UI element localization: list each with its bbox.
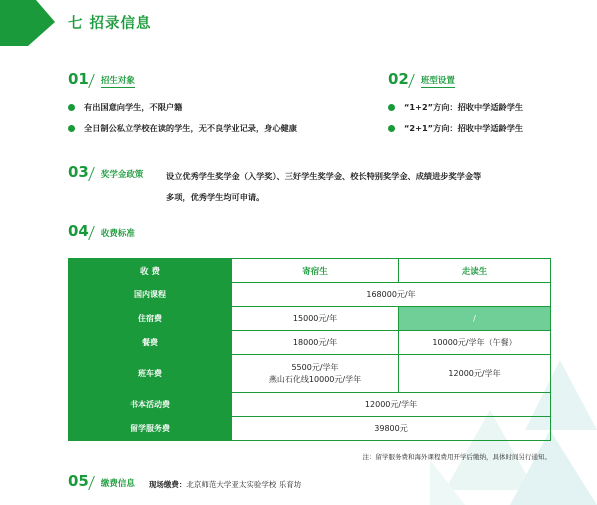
list-item-text: “2+1”方向：招收中学适龄学生	[404, 123, 524, 133]
section-label: 班型设置	[420, 76, 455, 86]
row-label: 国内课程	[69, 283, 232, 307]
bullet-dot-icon	[388, 125, 395, 132]
list-item-text: 全日制公私立学校在读的学生，无不良学业记录，身心健康	[84, 123, 297, 133]
section-03-header	[68, 163, 143, 181]
list-item	[68, 102, 182, 113]
page-title: 七 招录信息	[68, 16, 152, 32]
list-item	[388, 102, 523, 113]
table-cell: /	[399, 307, 551, 331]
section-label: 招生对象	[100, 76, 135, 86]
section-01-header	[68, 70, 135, 88]
table-row	[69, 393, 551, 417]
list-item	[388, 123, 523, 134]
row-label: 餐费	[69, 331, 232, 355]
section-number: 01	[68, 70, 89, 88]
cell-line: 燕山石化线10000元/学年	[268, 374, 362, 384]
column-header: 收 费	[69, 259, 232, 283]
table-row	[69, 417, 551, 441]
table-cell	[232, 355, 399, 393]
table-row	[69, 283, 551, 307]
policy-line: 设立优秀学生奖学金（入学奖）、三好学生奖学金、校长特别奖学金、成绩进步奖学金等	[166, 171, 482, 181]
section-number: 04	[68, 222, 89, 240]
table-cell: 12000元/学年	[232, 393, 551, 417]
list-item	[68, 123, 297, 134]
section-04-header	[68, 222, 135, 240]
bullet-dot-icon	[68, 104, 75, 111]
table-cell: 18000元/年	[232, 331, 399, 355]
corner-decoration	[0, 0, 55, 55]
bullet-dot-icon	[388, 104, 395, 111]
fee-table	[68, 258, 551, 441]
section-number: 02	[388, 70, 409, 88]
row-label: 留学服务费	[69, 417, 232, 441]
section-number: 03	[68, 163, 89, 181]
row-label: 住宿费	[69, 307, 232, 331]
fee-note: 注：留学服务费和海外课程费用开学后缴纳，具体时间另行通知。	[362, 453, 551, 461]
table-row	[69, 307, 551, 331]
payment-method-label: 现场缴费：	[148, 480, 187, 489]
table-cell: 39800元	[232, 417, 551, 441]
list-item-text: “1+2”方向：招收中学适龄学生	[404, 102, 524, 112]
table-cell: 15000元/年	[232, 307, 399, 331]
table-cell: 168000元/年	[232, 283, 551, 307]
payment-location: 北京师范大学亚太实验学校 乐育坊	[186, 480, 302, 489]
section-05-header	[68, 472, 301, 490]
list-item-text: 有出国意向学生，不限户籍	[84, 102, 183, 112]
table-row	[69, 355, 551, 393]
row-label: 书本活动费	[69, 393, 232, 417]
table-cell: 10000元/学年（午餐）	[399, 331, 551, 355]
section-number: 05	[68, 472, 89, 490]
table-row	[69, 331, 551, 355]
bullet-dot-icon	[68, 125, 75, 132]
scholarship-policy-text	[166, 166, 566, 208]
policy-line: 多项，优秀学生均可申请。	[166, 192, 265, 202]
row-label: 班车费	[69, 355, 232, 393]
section-label: 收费标准	[100, 229, 135, 239]
cell-line: 5500元/学年	[291, 362, 339, 372]
column-header: 走读生	[399, 259, 551, 283]
section-label: 奖学金政策	[100, 170, 144, 180]
section-label: 缴费信息	[100, 479, 135, 489]
table-header-row	[69, 259, 551, 283]
table-cell: 12000元/学年	[399, 355, 551, 393]
column-header: 寄宿生	[232, 259, 399, 283]
section-02-header	[388, 70, 455, 88]
